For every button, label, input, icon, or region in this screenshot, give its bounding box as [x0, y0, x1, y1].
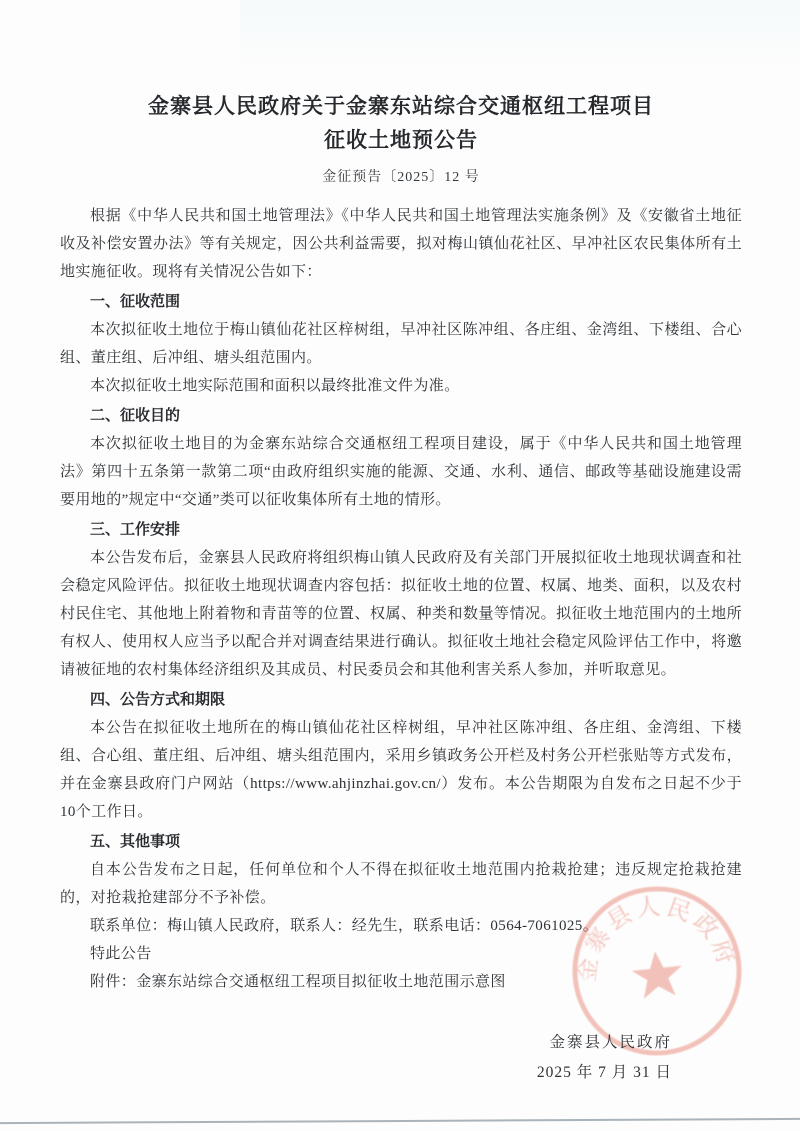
section-heading-work-plan: 三、工作安排: [90, 521, 181, 538]
paragraph: 本公告发布后，金寨县人民政府将组织梅山镇人民政府及有关部门开展拟征收土地现状调查和社会稳定风险评估。拟征收土地现状调查内容包括：拟征收土地的位置、权属、地类、面积，以及农村村民住宅、其他地上附着物和青苗等的位置、权属、种类和数量等情况。拟征收土地范围内的土地所有权人、使用权人应当予以配合并对调查结果进行确认。拟征收土地社会稳定风险评估工作中，将邀请被征地的农村集体经济组织及其成员、村民委员会和其他利害关系人参加，并听取意见。: [60, 550, 742, 678]
paragraph: 本次拟征收土地实际范围和面积以最终批准文件为准。: [90, 378, 460, 394]
section-heading-other: 五、其他事项: [90, 833, 181, 850]
doc-number: 金征预告〔2025〕12 号: [322, 170, 480, 185]
document-title: [60, 90, 742, 158]
document-body: [60, 202, 742, 1088]
closing-line: 特此公告: [90, 946, 152, 962]
signature-date: 2025 年 7 月 31 日: [536, 1064, 672, 1081]
attachment-line: 附件：金寨东站综合交通枢纽工程项目拟征收土地范围示意图: [90, 974, 506, 990]
document-title-line2: 征收土地预公告: [324, 129, 478, 152]
scan-noise-artifact: [240, 0, 800, 70]
paragraph: 自本公告发布之日起，任何单位和个人不得在拟征收土地范围内抢栽抢建；违反规定抢栽抢建的，对抢栽抢建部分不予补偿。: [60, 862, 742, 906]
paragraph: 本次拟征收土地目的为金寨东站综合交通枢纽工程项目建设，属于《中华人民共和国土地管理法》第四十五条第一款第二项“由政府组织实施的能源、交通、水利、通信、邮政等基础设施建设需要用地的”规定中“交通”类可以征收集体所有土地的情形。: [60, 436, 742, 508]
section-heading-publication: 四、公告方式和期限: [90, 691, 226, 708]
signature-block: [60, 1028, 742, 1088]
contact-paragraph: 联系单位：梅山镇人民政府，联系人：经先生，联系电话：0564-7061025。: [90, 918, 599, 934]
intro-paragraph: 根据《中华人民共和国土地管理法》《中华人民共和国土地管理法实施条例》及《安徽省土地征收及补偿安置办法》等有关规定，因公共利益需要，拟对梅山镇仙花社区、早冲社区农民集体所有土地实施征收。现将有关情况公告如下：: [60, 208, 742, 280]
document-title-line1: 金寨县人民政府关于金寨东站综合交通枢纽工程项目: [148, 95, 654, 118]
document-content: [60, 90, 742, 1088]
paragraph: 本公告在拟征收土地所在的梅山镇仙花社区梓树组，早冲社区陈冲组、各庄组、金湾组、下楼组、合心组、董庄组、后冲组、塘头组范围内，采用乡镇政务公开栏及村务公开栏张贴等方式发布，并在金寨县政府门户网站（https://www.ahjinzhai.gov.cn/）发布。本公告期限为自发布之日起不少于10个工作日。: [60, 720, 742, 820]
section-heading-scope: 一、征收范围: [90, 293, 181, 310]
seal-text: 金寨县人民政府: [574, 893, 740, 984]
signature-issuer: 金寨县人民政府: [549, 1034, 672, 1051]
paragraph: 本次拟征收土地位于梅山镇仙花社区梓树组，早冲社区陈冲组、各庄组、金湾组、下楼组、合心组、董庄组、后冲组、塘头组范围内。: [60, 322, 742, 366]
scan-edge-artifact: [0, 1118, 800, 1124]
section-heading-purpose: 二、征收目的: [90, 407, 181, 424]
